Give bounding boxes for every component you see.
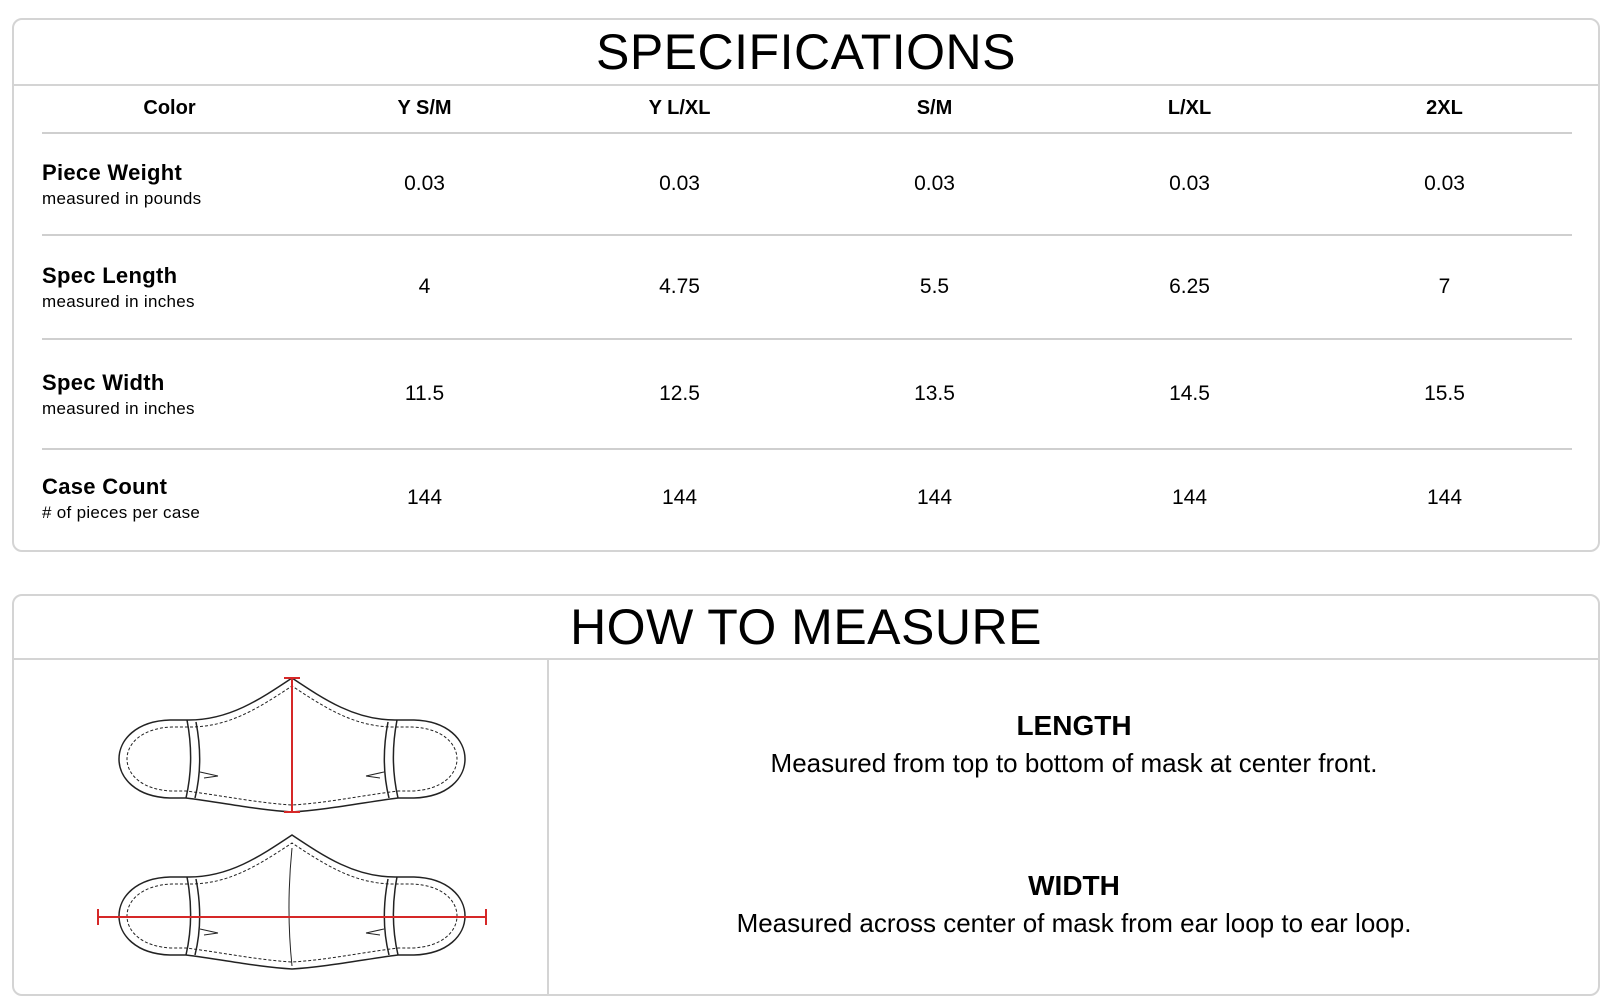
table-cell: 0.03 (914, 172, 955, 195)
row-label (42, 370, 297, 419)
width-description (549, 870, 1599, 939)
table-cell: 144 (1171, 486, 1208, 509)
row-subtitle: measured in inches (42, 398, 195, 418)
width-heading: WIDTH (1028, 870, 1120, 901)
table-cell: 144 (406, 486, 443, 509)
table-cell: 15.5 (1424, 382, 1465, 405)
header-size-2xl: 2XL (1426, 96, 1463, 119)
table-cell: 0.03 (404, 172, 445, 195)
length-text: Measured from top to bottom of mask at center front. (770, 748, 1378, 778)
table-cell: 0.03 (1169, 172, 1210, 195)
how-to-measure-title: HOW TO MEASURE (14, 596, 1598, 660)
table-cell: 7 (1438, 275, 1451, 298)
row-subtitle: # of pieces per case (42, 502, 201, 522)
table-cell: 144 (916, 486, 953, 509)
how-to-measure-panel (12, 594, 1600, 996)
table-row (42, 450, 1572, 546)
row-title: Piece Weight (42, 159, 183, 185)
table-cell: 144 (661, 486, 698, 509)
width-text: Measured across center of mask from ear loop to ear loop. (736, 908, 1412, 938)
row-title: Spec Length (42, 262, 178, 288)
header-color: Color (143, 96, 196, 119)
table-cell: 0.03 (659, 172, 700, 195)
row-label (42, 474, 297, 523)
row-label (42, 263, 297, 312)
specifications-title: SPECIFICATIONS (14, 20, 1598, 86)
table-cell: 0.03 (1424, 172, 1465, 195)
row-title: Case Count (42, 473, 168, 499)
mask-diagram (14, 660, 547, 996)
row-title: Spec Width (42, 369, 165, 395)
table-cell: 12.5 (659, 382, 700, 405)
table-row (42, 134, 1572, 236)
row-label (42, 160, 297, 209)
table-row (42, 236, 1572, 340)
specifications-panel (12, 18, 1600, 552)
table-header-row (42, 84, 1572, 134)
table-cell: 4.75 (659, 275, 700, 298)
header-size-ylxl: Y L/XL (648, 96, 711, 119)
header-size-ysm: Y S/M (397, 96, 452, 119)
spec-table (42, 84, 1572, 546)
table-cell: 4 (418, 275, 431, 298)
table-cell: 11.5 (404, 382, 445, 405)
header-size-lxl: L/XL (1167, 96, 1212, 119)
table-cell: 6.25 (1169, 275, 1210, 298)
header-size-sm: S/M (916, 96, 953, 119)
length-measure-line (284, 678, 300, 812)
mask-width-illustration (119, 835, 465, 969)
table-cell: 5.5 (919, 275, 950, 298)
row-subtitle: measured in pounds (42, 188, 202, 208)
table-cell: 144 (1426, 486, 1463, 509)
length-description (549, 710, 1599, 779)
table-cell: 14.5 (1169, 382, 1210, 405)
length-heading: LENGTH (1016, 710, 1132, 741)
table-cell: 13.5 (914, 382, 955, 405)
row-subtitle: measured in inches (42, 291, 195, 311)
width-measure-line (98, 909, 486, 925)
table-row (42, 340, 1572, 450)
